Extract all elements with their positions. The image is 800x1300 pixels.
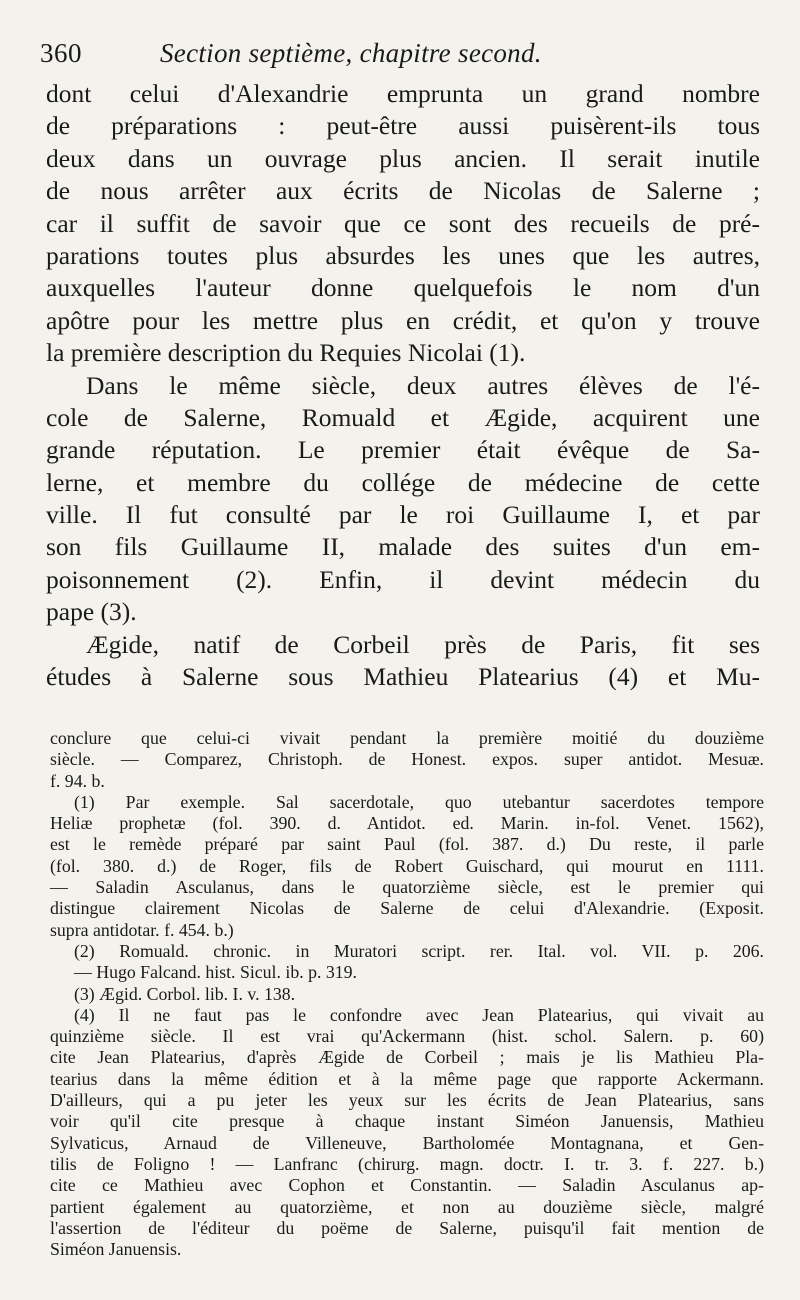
footnote-line: (fol. 380. d.) de Roger, fils de Robert Guischard, qui mourut en 1111.: [50, 855, 764, 876]
text-line: lerne, et membre du collége de médecine de cette: [46, 467, 760, 497]
text-line: apôtre pour les mettre plus en crédit, et qu'on y trouve: [46, 305, 760, 335]
text-line: pape (3).: [46, 597, 137, 627]
footnote-line: (3) Ægid. Corbol. lib. I. v. 138.: [74, 983, 296, 1004]
footnote-line: l'assertion de l'éditeur du poëme de Salerne, puisqu'il fait mention de: [50, 1217, 764, 1238]
text-line: parations toutes plus absurdes les unes que les autres,: [46, 240, 760, 270]
text-line: Ægide, natif de Corbeil près de Paris, fit ses: [86, 629, 760, 659]
footnote-line: (4) Il ne faut pas le confondre avec Jean Platearius, qui vivait au: [74, 1004, 764, 1025]
footnote-line: — Saladin Asculanus, dans le quatorzième siècle, est le premier qui: [50, 877, 764, 898]
footnote-line: (1) Par exemple. Sal sacerdotale, quo utebantur sacerdotes tempore: [74, 791, 764, 812]
text-line: grande réputation. Le premier était évêque de Sa-: [46, 435, 760, 465]
text-line: dont celui d'Alexandrie emprunta un grand nombre: [46, 79, 760, 108]
text-line: cole de Salerne, Romuald et Ægide, acquirent une: [46, 402, 760, 432]
footnote-line: Sylvaticus, Arnaud de Villeneuve, Bartholomée Montagnana, et Gen-: [50, 1132, 764, 1153]
footnote-line: tearius dans la même édition et à la même page que rapporte Ackermann.: [50, 1068, 764, 1089]
footnote-line: voir qu'il cite presque à chaque instant Siméon Januensis, Mathieu: [50, 1111, 764, 1132]
footnote-line: — Hugo Falcand. hist. Sicul. ib. p. 319.: [74, 962, 358, 983]
footnote-line: supra antidotar. f. 454. b.): [50, 919, 234, 940]
page-header: [40, 36, 760, 80]
footnote-line: tilis de Foligno ! — Lanfranc (chirurg. magn. doctr. I. tr. 3. f. 227. b.): [50, 1153, 764, 1174]
footnote-line: (2) Romuald. chronic. in Muratori script. rer. Ital. vol. VII. p. 206.: [74, 940, 764, 961]
text-line: de nous arrêter aux écrits de Nicolas de Salerne ;: [46, 176, 760, 206]
text-line: ville. Il fut consulté par le roi Guillaume I, et par: [46, 500, 760, 530]
page-number: 360: [40, 38, 82, 68]
footnote-line: D'ailleurs, qui a pu jeter les yeux sur les écrits de Jean Platearius, sans: [50, 1090, 764, 1111]
text-line: la première description du Requies Nicolai (1).: [46, 338, 526, 368]
footnote-line: Heliæ prophetæ (fol. 390. d. Antidot. ed. Marin. in-fol. Venet. 1562),: [50, 813, 764, 834]
footnote-line: est le remède préparé par saint Paul (fol. 387. d.) Du reste, il parle: [50, 834, 764, 855]
text-line: poisonnement (2). Enfin, il devint médecin du: [46, 564, 760, 594]
text-line: son fils Guillaume II, malade des suites d'un em-: [46, 532, 760, 562]
text-line: deux dans un ouvrage plus ancien. Il serait inutile: [46, 143, 760, 173]
text-line: études à Salerne sous Mathieu Platearius (4) et Mu-: [46, 662, 760, 692]
running-head: Section septième, chapitre second.: [160, 38, 542, 68]
footnotes: [50, 728, 764, 1260]
footnote-line: distingue clairement Nicolas de Salerne de celui d'Alexandrie. (Exposit.: [50, 898, 764, 919]
footnote-line: conclure que celui-ci vivait pendant la première moitié du douzième: [50, 728, 764, 748]
footnote-line: cite ce Mathieu avec Cophon et Constantin. — Saladin Asculanus ap-: [50, 1175, 764, 1196]
text-line: auxquelles l'auteur donne quelquefois le nom d'un: [46, 273, 760, 303]
footnote-line: partient également au quatorzième, et non au douzième siècle, malgré: [50, 1196, 764, 1217]
footnote-line: siècle. — Comparez, Christoph. de Honest. expos. super antidot. Mesuæ.: [50, 749, 764, 770]
main-text: [46, 78, 760, 693]
text-line: de préparations : peut-être aussi puisèrent-ils tous: [46, 111, 760, 141]
footnote-line: f. 94. b.: [50, 770, 105, 791]
text-line: Dans le même siècle, deux autres élèves de l'é-: [86, 370, 760, 400]
footnote-line: cite Jean Platearius, d'après Ægide de Corbeil ; mais je lis Mathieu Pla-: [50, 1047, 764, 1068]
footnote-line: quinzième siècle. Il est vrai qu'Ackermann (hist. schol. Salern. p. 60): [50, 1026, 764, 1047]
footnote-line: Siméon Januensis.: [50, 1239, 182, 1260]
text-line: car il suffit de savoir que ce sont des recueils de pré-: [46, 208, 760, 238]
